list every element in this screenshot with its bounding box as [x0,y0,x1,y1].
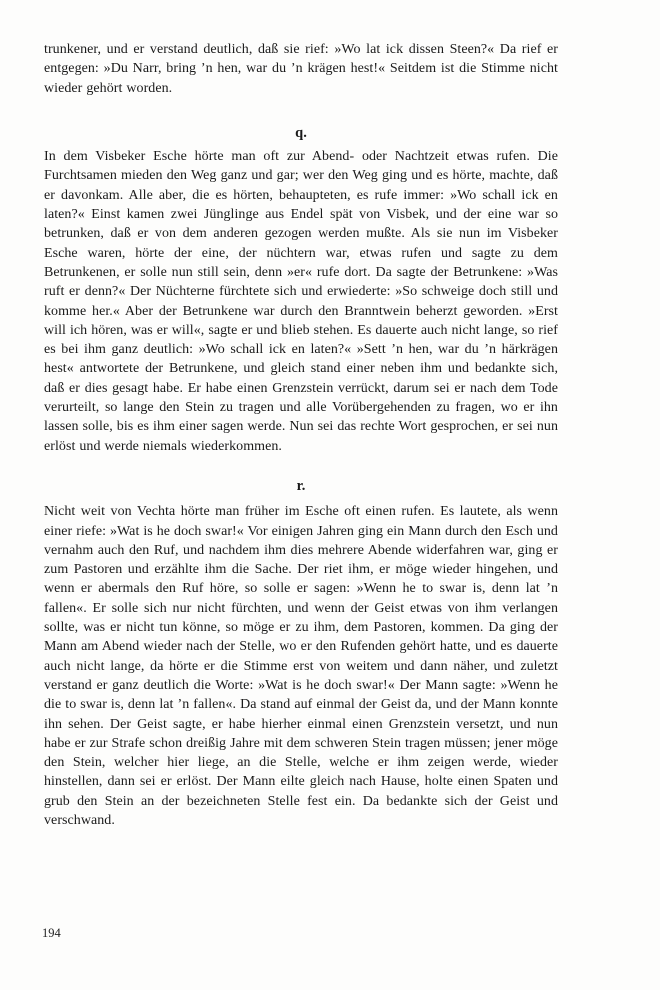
text-block [44,40,558,830]
section-heading-q: q. [295,124,307,141]
page-number: 194 [42,926,61,940]
paragraph-section-q: In dem Visbeker Esche hörte man oft zur Abend- oder Nachtzeit etwas rufen. Die Furchtsamen mieden den Weg ganz und gar; wer den Weg ging und es hörte, machte, daß er davonkam. Alle aber, die es hörten, behaupteten, es rufe immer: »Wo schall ick en laten?« Einst kamen zwei Jünglinge aus Endel spät von Visbek, und der eine war so betrunken, daß er von dem anderen gezogen werden mußte. Als sie nun im Visbeker Esche waren, hörte der eine, der nüchtern war, etwas rufen und sagte zu dem Betrunkenen, er solle nun still sein, denn »er« rufe dort. Da sagte der Betrunkene: »Was ruft er denn?« Der Nüchterne fürchtete sich und erwiederte: »So schweige doch still und komme her.« Aber der Betrunkene war durch den Branntwein beherzt geworden. »Erst will ich hören, was er will«, sagte er und blieb stehen. Es dauerte auch nicht lange, so rief es bei ihm ganz deutlich: »Wo schall ick en laten?« »Sett ’n hen, war du ’n härkrägen hest« antwortete der Betrunkene, und gleich stand einer neben ihm und bedankte sich, daß er dies gesagt habe. Er habe einen Grenzstein verrückt, darum sei er nach dem Tode verurteilt, so lange den Stein zu tragen und alle Vorübergehenden zu fragen, wo er ihn lassen solle, bis es ihm einer sagen werde. Nun sei das rechte Wort gesprochen, er sei nun erlöst und werde niemals wiederkommen. [44,149,558,454]
section-heading-r: r. [296,477,306,494]
paragraph-continuation: trunkener, und er verstand deutlich, daß sie rief: »Wo lat ick dissen Steen?« Da rief er entgegen: »Du Narr, bring ’n hen, war du ’n krägen hest!« Seitdem ist die Stimme nicht wieder gehört worden. [44,42,558,96]
paragraph-section-r: Nicht weit von Vechta hörte man früher im Esche oft einen rufen. Es lautete, als wenn einer riefe: »Wat is he doch swar!« Vor einigen Jahren ging ein Mann durch den Esch und vernahm auch den Ruf, und nachdem ihm dies mehrere Abende widerfahren war, ging er zum Pastoren und erzählte ihm die Sache. Der riet ihm, er möge wieder hingehen, und wenn er abermals den Ruf höre, so solle er sagen: »Wenn he to swar is, denn lat ’n fallen«. Er solle sich nur nicht fürchten, und wenn der Geist etwas von ihm verlangen sollte, was er nicht tun könne, so möge er zu ihm, dem Pastoren, kommen. Da ging der Mann am Abend wieder nach der Stelle, wo er den Rufenden gehört hatte, und es dauerte auch nicht lange, da hörte er die Stimme erst von weitem und dann näher, und zuletzt verstand er ganz deutlich die Worte: »Wat is he doch swar!« Der Mann sagte: »Wenn he die to swar is, denn lat ’n fallen«. Da stand auf einmal der Geist da, und der Mann konnte ihn sehen. Der Geist sagte, er habe hierher einmal einen Grenzstein versetzt, und nun habe er zur Strafe schon dreißig Jahre mit dem schweren Stein tragen müssen; jener möge den Stein, welcher hier liege, an die Stelle, welche er ihm zeigen werde, wieder hinstellen, dann sei er erlöst. Der Mann eilte gleich nach Hause, holte einen Spaten und grub den Stein an der bezeichneten Stelle fest ein. Da bedankte sich der Geist und verschwand. [44,504,558,828]
